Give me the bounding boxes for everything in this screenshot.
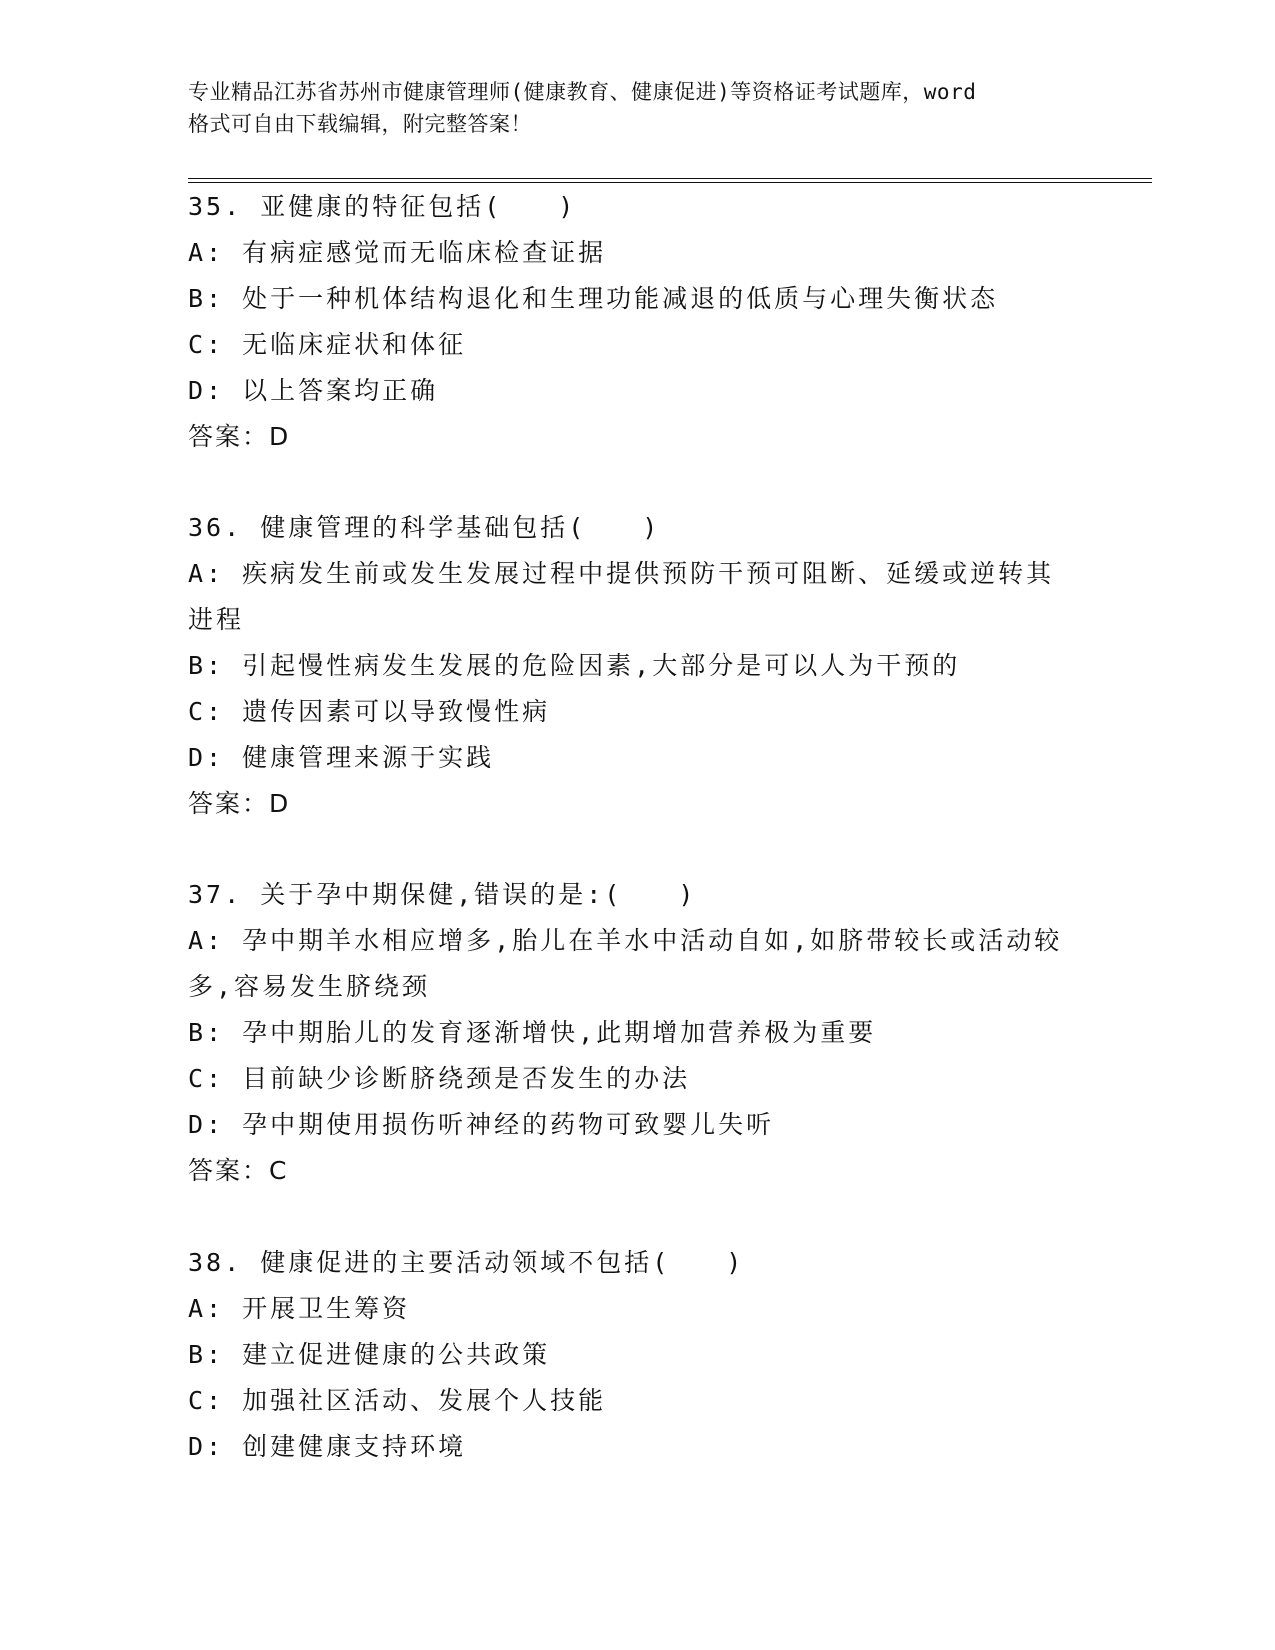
option-c: C: 加强社区活动、发展个人技能 <box>188 1386 607 1415</box>
question-stem: 37. 关于孕中期保健,错误的是:( ) <box>188 880 697 909</box>
question-36 <box>188 505 1088 827</box>
option-b: B: 建立促进健康的公共政策 <box>188 1340 551 1369</box>
header-line-1: 专业精品江苏省苏州市健康管理师(健康教育、健康促进)等资格证考试题库，word <box>188 80 977 104</box>
option-a: A: 孕中期羊水相应增多,胎儿在羊水中活动自如,如脐带较长或活动较 <box>188 926 1063 955</box>
question-stem: 36. 健康管理的科学基础包括( ) <box>188 513 661 542</box>
option-c: C: 无临床症状和体征 <box>188 330 467 359</box>
option-d: D: 以上答案均正确 <box>188 376 439 405</box>
question-stem: 35. 亚健康的特征包括( ) <box>188 192 577 221</box>
option-b: B: 引起慢性病发生发展的危险因素,大部分是可以人为干预的 <box>188 651 961 680</box>
option-a: A: 有病症感觉而无临床检查证据 <box>188 238 607 267</box>
option-d: D: 创建健康支持环境 <box>188 1432 467 1461</box>
question-stem: 38. 健康促进的主要活动领域不包括( ) <box>188 1248 745 1277</box>
answer: 答案：C <box>188 1156 289 1185</box>
answer: 答案：D <box>188 422 291 451</box>
option-a-continued: 进程 <box>188 605 245 634</box>
question-35 <box>188 184 1088 460</box>
option-d: D: 孕中期使用损伤听神经的药物可致婴儿失听 <box>188 1110 775 1139</box>
document-header <box>188 76 1088 140</box>
header-line-2: 格式可自由下载编辑，附完整答案！ <box>188 112 532 136</box>
answer: 答案：D <box>188 789 291 818</box>
header-divider-top <box>188 178 1152 179</box>
question-37 <box>188 872 1088 1194</box>
option-c: C: 目前缺少诊断脐绕颈是否发生的办法 <box>188 1064 691 1093</box>
option-b: B: 处于一种机体结构退化和生理功能减退的低质与心理失衡状态 <box>188 284 999 313</box>
option-a: A: 开展卫生筹资 <box>188 1294 411 1323</box>
option-a-continued: 多,容易发生脐绕颈 <box>188 972 431 1001</box>
question-38 <box>188 1240 1088 1470</box>
header-divider-bottom <box>188 182 1152 183</box>
option-b: B: 孕中期胎儿的发育逐渐增快,此期增加营养极为重要 <box>188 1018 877 1047</box>
option-a: A: 疾病发生前或发生发展过程中提供预防干预可阻断、延缓或逆转其 <box>188 559 1055 588</box>
option-c: C: 遗传因素可以导致慢性病 <box>188 697 551 726</box>
option-d: D: 健康管理来源于实践 <box>188 743 495 772</box>
